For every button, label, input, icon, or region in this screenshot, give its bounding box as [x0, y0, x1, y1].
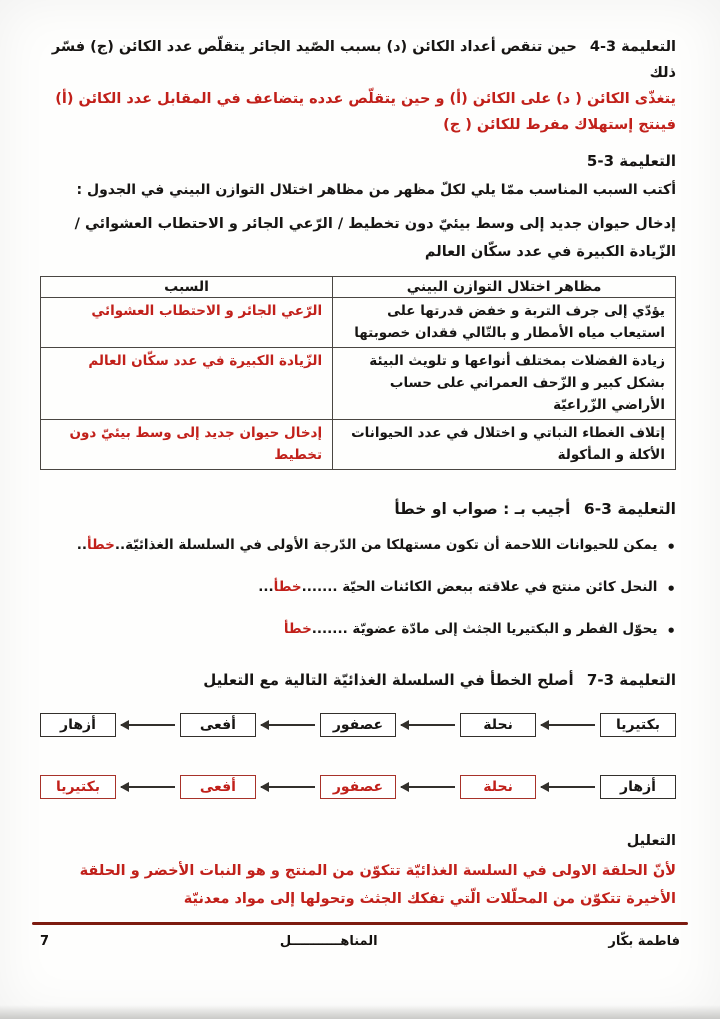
chain-node: عصفور — [320, 713, 396, 737]
footer-publisher: المناهـــــــــــل — [279, 934, 378, 949]
instruction-3-4-question: حين تنقص أعداد الكائن (د) بسبب الصّيد الجائر يتقلّص عدد الكائن (ج) فسّر ذلك — [51, 39, 676, 82]
instruction-3-6-title: التعليمة 3-6 — [583, 500, 676, 519]
true-false-item — [40, 619, 676, 644]
footer-row — [32, 934, 688, 949]
chain-arrow — [401, 786, 455, 788]
chain-node: أزهار — [40, 713, 116, 737]
food-chain-original — [40, 713, 676, 737]
item-suffix: ... — [258, 579, 274, 596]
true-false-item — [40, 577, 676, 602]
true-false-list — [40, 535, 676, 643]
justification-text: لأنّ الحلقة الاولى في السلسة الغذائيّة تتكوّن من المنتج و هو النبات الأخضر و الحلقة الأخيرة تتكوّن من المحلّلات الّتي تفكك الجثث وتحولها إلى مواد معدنيّة — [79, 863, 676, 908]
item-text: النحل كائن منتج في علاقته ببعض الكائنات الحيّة ....... — [301, 579, 658, 596]
true-false-item — [40, 535, 676, 560]
item-suffix: .. — [76, 537, 87, 554]
table-row — [41, 348, 676, 420]
bullet-icon — [666, 535, 676, 560]
instruction-3-4-line — [40, 34, 676, 86]
section-3-7 — [40, 671, 676, 914]
item-text: يمكن للحيوانات اللاحمة أن تكون مستهلكا من الدّرجة الأولى في السلسلة الغذائيّة.. — [114, 537, 658, 554]
chain-arrow — [541, 724, 595, 726]
chain-arrow — [121, 724, 175, 726]
footer-author: فاطمة بكّار — [608, 934, 680, 949]
section-3-6 — [40, 500, 676, 643]
instruction-3-5-title: التعليمة 3-5 — [586, 152, 676, 171]
table-header-row — [41, 277, 676, 298]
footer — [0, 922, 720, 949]
item-answer: خطأ — [273, 579, 302, 596]
cause-cell: الزّيادة الكبيرة في عدد سكّان العالم — [41, 348, 333, 420]
footer-divider — [32, 922, 688, 925]
item-statement — [258, 577, 657, 599]
table-header-phenomena: مظاهر اختلال التوازن البيني — [333, 277, 676, 298]
footer-page-number: 7 — [40, 934, 50, 949]
justification-label: التعليل — [626, 833, 676, 850]
phenomena-cell: زيادة الفضلات بمختلف أنواعها و تلويث البيئة بشكل كبير و الزّحف العمراني على حساب الأراضي الزّراعيّة — [333, 348, 676, 420]
chain-node: عصفور — [320, 775, 396, 799]
instruction-3-5-options: إدخال حيوان جديد إلى وسط بيئيّ دون تخطيط / الرّعي الجائر و الاحتطاب العشوائي / الزّيادة الكبيرة في عدد سكّان العالم — [74, 216, 676, 260]
table-header-cause: السبب — [41, 277, 333, 298]
chain-node: نحلة — [460, 713, 536, 737]
table-row — [41, 420, 676, 470]
instruction-3-6-subtitle: أجيب بـ : صواب او خطأ — [394, 500, 571, 519]
phenomena-cell: إتلاف الغطاء النباتي و اختلال في عدد الحيوانات الأكلة و المأكولة — [333, 420, 676, 470]
item-answer: خطأ — [283, 620, 312, 637]
section-3-5 — [40, 152, 676, 470]
item-text: يحوّل الفطر و البكتيريا الجثث إلى مادّة عضويّة ....... — [311, 620, 658, 637]
instruction-3-7-subtitle: أصلح الخطأ في السلسلة الغذائيّة التالية مع التعليل — [203, 671, 574, 690]
item-answer: خطأ — [86, 537, 115, 554]
item-statement — [77, 535, 658, 557]
instruction-3-6-heading — [40, 500, 676, 518]
chain-node: أفعى — [180, 713, 256, 737]
chain-arrow — [261, 724, 315, 726]
item-statement — [284, 619, 658, 641]
chain-node: بكتيريا — [600, 713, 676, 737]
chain-arrow — [121, 786, 175, 788]
chain-arrow — [541, 786, 595, 788]
phenomena-cell: يؤدّي إلى جرف التربة و خفض قدرتها على استيعاب مياه الأمطار و بالتّالي فقدان خصوبتها — [333, 298, 676, 348]
instruction-3-7-title: التعليمة 3-7 — [586, 671, 676, 690]
instruction-3-5-prompt: أكتب السبب المناسب ممّا يلي لكلّ مظهر من مظاهر اختلال التوازن البيني في الجدول : — [76, 182, 676, 199]
chain-node: أزهار — [600, 775, 676, 799]
instruction-3-4-answer: يتغذّى الكائن ( د) على الكائن (أ) و حين يتقلّص عدده يتضاعف في المقابل عدد الكائن (أ) فينتج إستهلاك مفرط للكائن ( ج) — [55, 91, 676, 134]
food-chain-corrected — [40, 775, 676, 799]
chain-node: أفعى — [180, 775, 256, 799]
cause-cell: إدخال حيوان جديد إلى وسط بيئيّ دون تخطيط — [41, 420, 333, 470]
instruction-3-7-heading — [40, 671, 676, 689]
cause-cell: الرّعي الجائر و الاحتطاب العشوائي — [41, 298, 333, 348]
chain-node: نحلة — [460, 775, 536, 799]
instruction-3-4-title: التعليمة 3-4 — [589, 39, 676, 55]
bullet-icon — [666, 577, 676, 602]
chain-arrow — [401, 724, 455, 726]
table-row — [41, 298, 676, 348]
imbalance-table — [40, 276, 676, 470]
chain-node: بكتيريا — [40, 775, 116, 799]
chain-arrow — [261, 786, 315, 788]
bullet-icon — [666, 619, 676, 644]
section-3-4 — [40, 34, 676, 138]
